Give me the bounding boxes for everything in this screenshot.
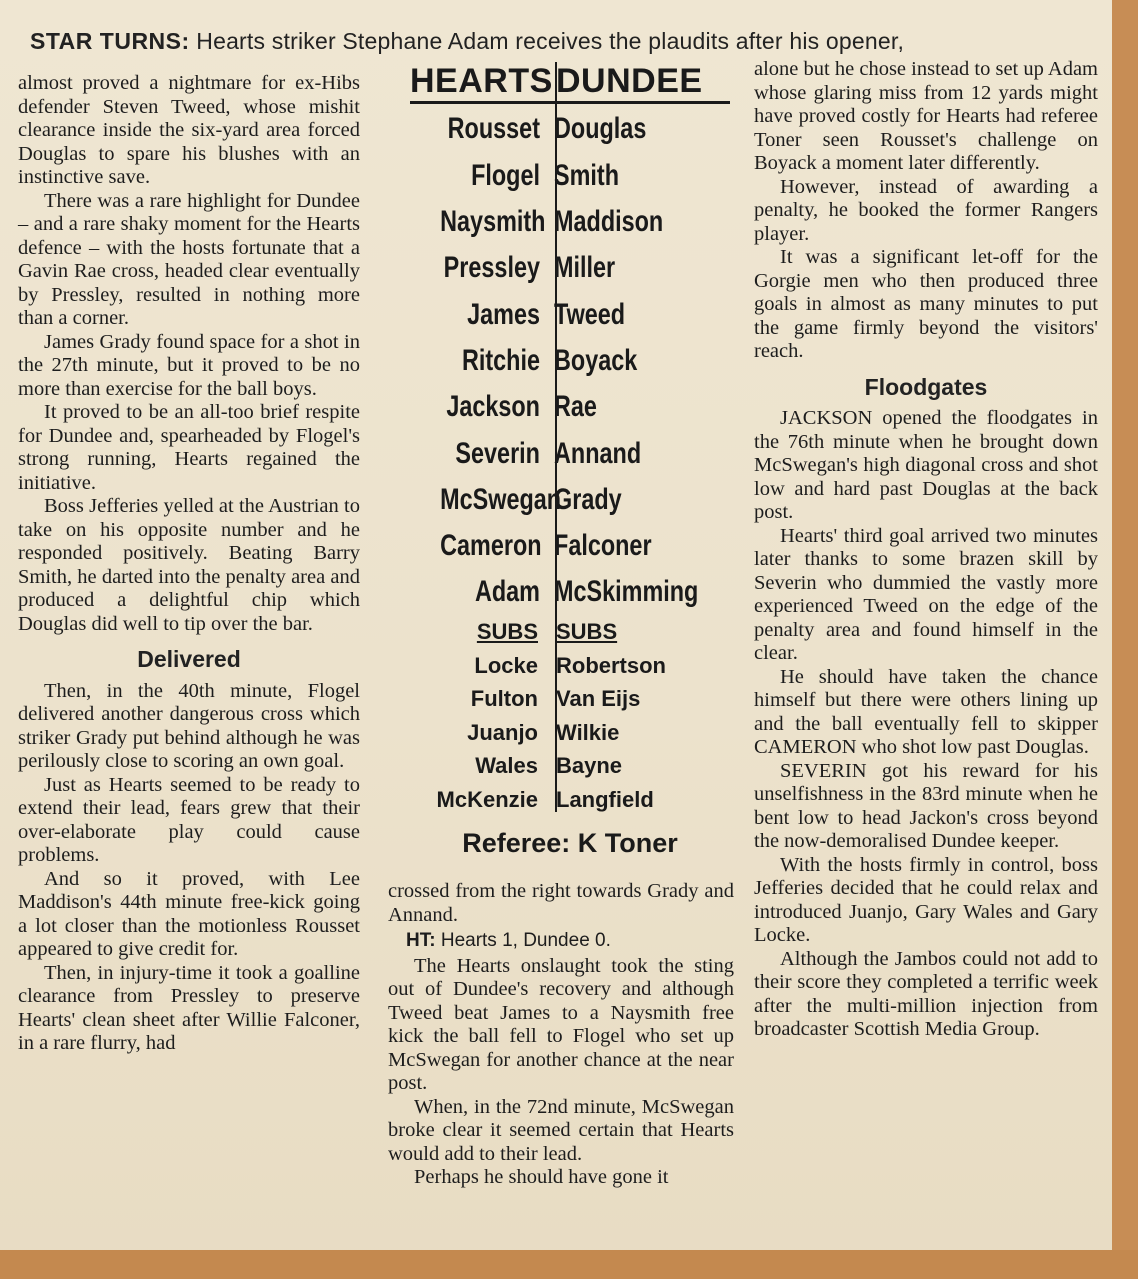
- photo-caption: [30, 28, 1100, 62]
- paragraph: Boss Jefferies yelled at the Austrian to take on his opposite number and he responded positively. Beating Barry Smith, he darted into the penalty area and produced a delightful chip which Douglas did well to tip over the bar.: [18, 495, 360, 635]
- player-row: [410, 291, 730, 337]
- paragraph: crossed from the right towards Grady and Annand.: [388, 880, 734, 926]
- paragraph: Hearts' third goal arrived two minutes later thanks to some brazen skill by Severin who dummied the vastly more experienced Tweed on the edge of the penalty area and found himself in the clear.: [754, 524, 1098, 664]
- desk-background: [1112, 0, 1138, 1279]
- left-column: [18, 72, 360, 1056]
- home-player: Wales: [475, 753, 538, 779]
- home-player: Pressley: [443, 251, 540, 285]
- sub-row: [410, 649, 730, 683]
- caption-label: STAR TURNS:: [30, 28, 190, 54]
- player-row: [410, 569, 730, 615]
- caption-text: Hearts striker Stephane Adam receives the plaudits after his opener,: [189, 28, 905, 54]
- home-player: Flogel: [471, 158, 540, 192]
- away-player: Grady: [554, 482, 622, 516]
- paragraph: SEVERIN got his reward for his unselfishness in the 83rd minute when he bent low to head Jackon's cross beyond the now-demoralised Dundee keeper.: [754, 759, 1098, 852]
- away-subs-label: SUBS: [556, 619, 618, 645]
- away-player: McSkimming: [554, 575, 699, 609]
- home-player: McKenzie: [436, 786, 538, 812]
- home-player: Jackson: [446, 390, 540, 424]
- ht-label: HT:: [406, 930, 436, 951]
- paragraph: Just as Hearts seemed to be ready to extend their lead, fears grew that their over-elaborate play could cause problems.: [18, 773, 360, 866]
- referee: Referee: K Toner: [462, 828, 678, 858]
- player-row: [410, 199, 730, 245]
- subheading-delivered: Delivered: [137, 646, 241, 672]
- paragraph: Although the Jambos could not add to their score they completed a terrific week after the multi-million injection from broadcaster Scottish Media Group.: [754, 947, 1098, 1040]
- home-player: James: [467, 297, 540, 331]
- away-player: Bayne: [556, 753, 623, 779]
- half-time-score: [388, 929, 734, 953]
- paragraph: Perhaps he should have gone it: [414, 1166, 669, 1188]
- away-player: Van Eijs: [556, 686, 641, 712]
- ht-text: Hearts 1, Dundee 0.: [435, 930, 611, 951]
- home-player: Cameron: [440, 529, 542, 563]
- paragraph: With the hosts firmly in control, boss Jefferies decided that he could relax and introduced Juanjo, Gary Wales and Gary Locke.: [754, 853, 1098, 946]
- home-player: Severin: [455, 436, 540, 470]
- paragraph: When, in the 72nd minute, McSwegan broke clear it seemed certain that Hearts would add to their lead.: [388, 1095, 734, 1165]
- away-player: Falconer: [554, 529, 652, 563]
- paragraph: James Grady found space for a shot in the 27th minute, but it proved to be no more than exercise for the ball boys.: [18, 330, 360, 400]
- middle-column: [388, 880, 734, 1190]
- away-player: Tweed: [554, 297, 626, 331]
- sub-row: [410, 683, 730, 717]
- away-player: Robertson: [556, 652, 666, 678]
- home-player: Fulton: [470, 686, 538, 712]
- home-player: Adam: [474, 575, 540, 609]
- sub-row: [410, 750, 730, 784]
- team-lineup: [410, 60, 730, 817]
- away-player: Rae: [554, 390, 597, 424]
- paragraph: JACKSON opened the floodgates in the 76th minute when he brought down McSwegan's high diagonal cross and shot low and hard past Douglas at the back post.: [754, 407, 1098, 523]
- sub-row: [410, 783, 730, 817]
- paragraph: And so it proved, with Lee Maddison's 44th minute free-kick going a lot closer than the motionless Rousset appeared to give credit for.: [18, 867, 360, 960]
- home-team-name: HEARTS: [410, 62, 547, 104]
- desk-background-bottom: [0, 1250, 1138, 1279]
- away-player: Wilkie: [556, 719, 620, 745]
- away-player: Maddison: [554, 205, 664, 239]
- player-row: [410, 477, 730, 523]
- subheading-floodgates: Floodgates: [864, 373, 988, 400]
- away-player: Smith: [554, 158, 620, 192]
- paragraph: He should have taken the chance himself but there were others lining up and the ball eventually fell to skipper CAMERON who shot low past Douglas.: [754, 665, 1098, 758]
- lineup-players: [410, 106, 730, 615]
- paragraph: Then, in the 40th minute, Flogel delivered another dangerous cross which striker Grady put behind although he was perilously close to scoring an own goal.: [18, 679, 360, 772]
- paragraph: There was a rare highlight for Dundee – and a rare shaky moment for the Hearts defence – with the hosts fortunate that a Gavin Rae cross, headed clear eventually by Pressley, resulted in nothing more than a corner.: [18, 189, 360, 329]
- away-player: Douglas: [554, 112, 647, 146]
- paragraph: However, instead of awarding a penalty, he booked the former Rangers player.: [754, 175, 1098, 245]
- home-player: Juanjo: [467, 719, 538, 745]
- away-player: Langfield: [556, 786, 654, 812]
- player-row: [410, 523, 730, 569]
- right-column: [754, 58, 1098, 1042]
- lineup-header: [410, 60, 730, 106]
- player-row: [410, 384, 730, 430]
- paragraph: The Hearts onslaught took the sting out of Dundee's recovery and although Tweed beat James to a Naysmith free kick the ball fell to Flogel who set up McSwegan for another chance at the near post.: [388, 954, 734, 1094]
- player-row: [410, 106, 730, 152]
- player-row: [410, 430, 730, 476]
- away-player: Miller: [554, 251, 616, 285]
- player-row: [410, 338, 730, 384]
- home-player: Naysmith: [440, 205, 546, 239]
- paragraph: alone but he chose instead to set up Adam whose glaring miss from 12 yards might have proved costly for Hearts had referee Toner seen Rousset's challenge on Boyack a moment later differently.: [754, 58, 1098, 174]
- home-player: Ritchie: [461, 343, 540, 377]
- home-subs-label: SUBS: [476, 619, 538, 645]
- away-player: Annand: [554, 436, 642, 470]
- home-player: McSwegan: [440, 482, 562, 516]
- away-team-name: DUNDEE: [547, 62, 730, 104]
- sub-row: [410, 716, 730, 750]
- paragraph: It was a significant let-off for the Gorgie men who then produced three goals in almost as many minutes to put the game firmly beyond the visitors' reach.: [754, 246, 1098, 362]
- away-player: Boyack: [554, 343, 638, 377]
- home-player: Rousset: [447, 112, 540, 146]
- home-player: Locke: [474, 652, 538, 678]
- subs-header: [410, 616, 730, 650]
- lineup-subs: [410, 649, 730, 817]
- player-row: [410, 153, 730, 199]
- player-row: [410, 245, 730, 291]
- paragraph: Then, in injury-time it took a goalline clearance from Pressley to preserve Hearts' clean sheet after Willie Falconer, in a rare flurry, had: [18, 961, 360, 1054]
- paragraph: almost proved a nightmare for ex-Hibs defender Steven Tweed, whose mishit clearance inside the six-yard area forced Douglas to spare his blushes with an instinctive save.: [18, 72, 360, 188]
- paragraph: It proved to be an all-too brief respite for Dundee and, spearheaded by Flogel's strong running, Hearts regained the initiative.: [18, 401, 360, 494]
